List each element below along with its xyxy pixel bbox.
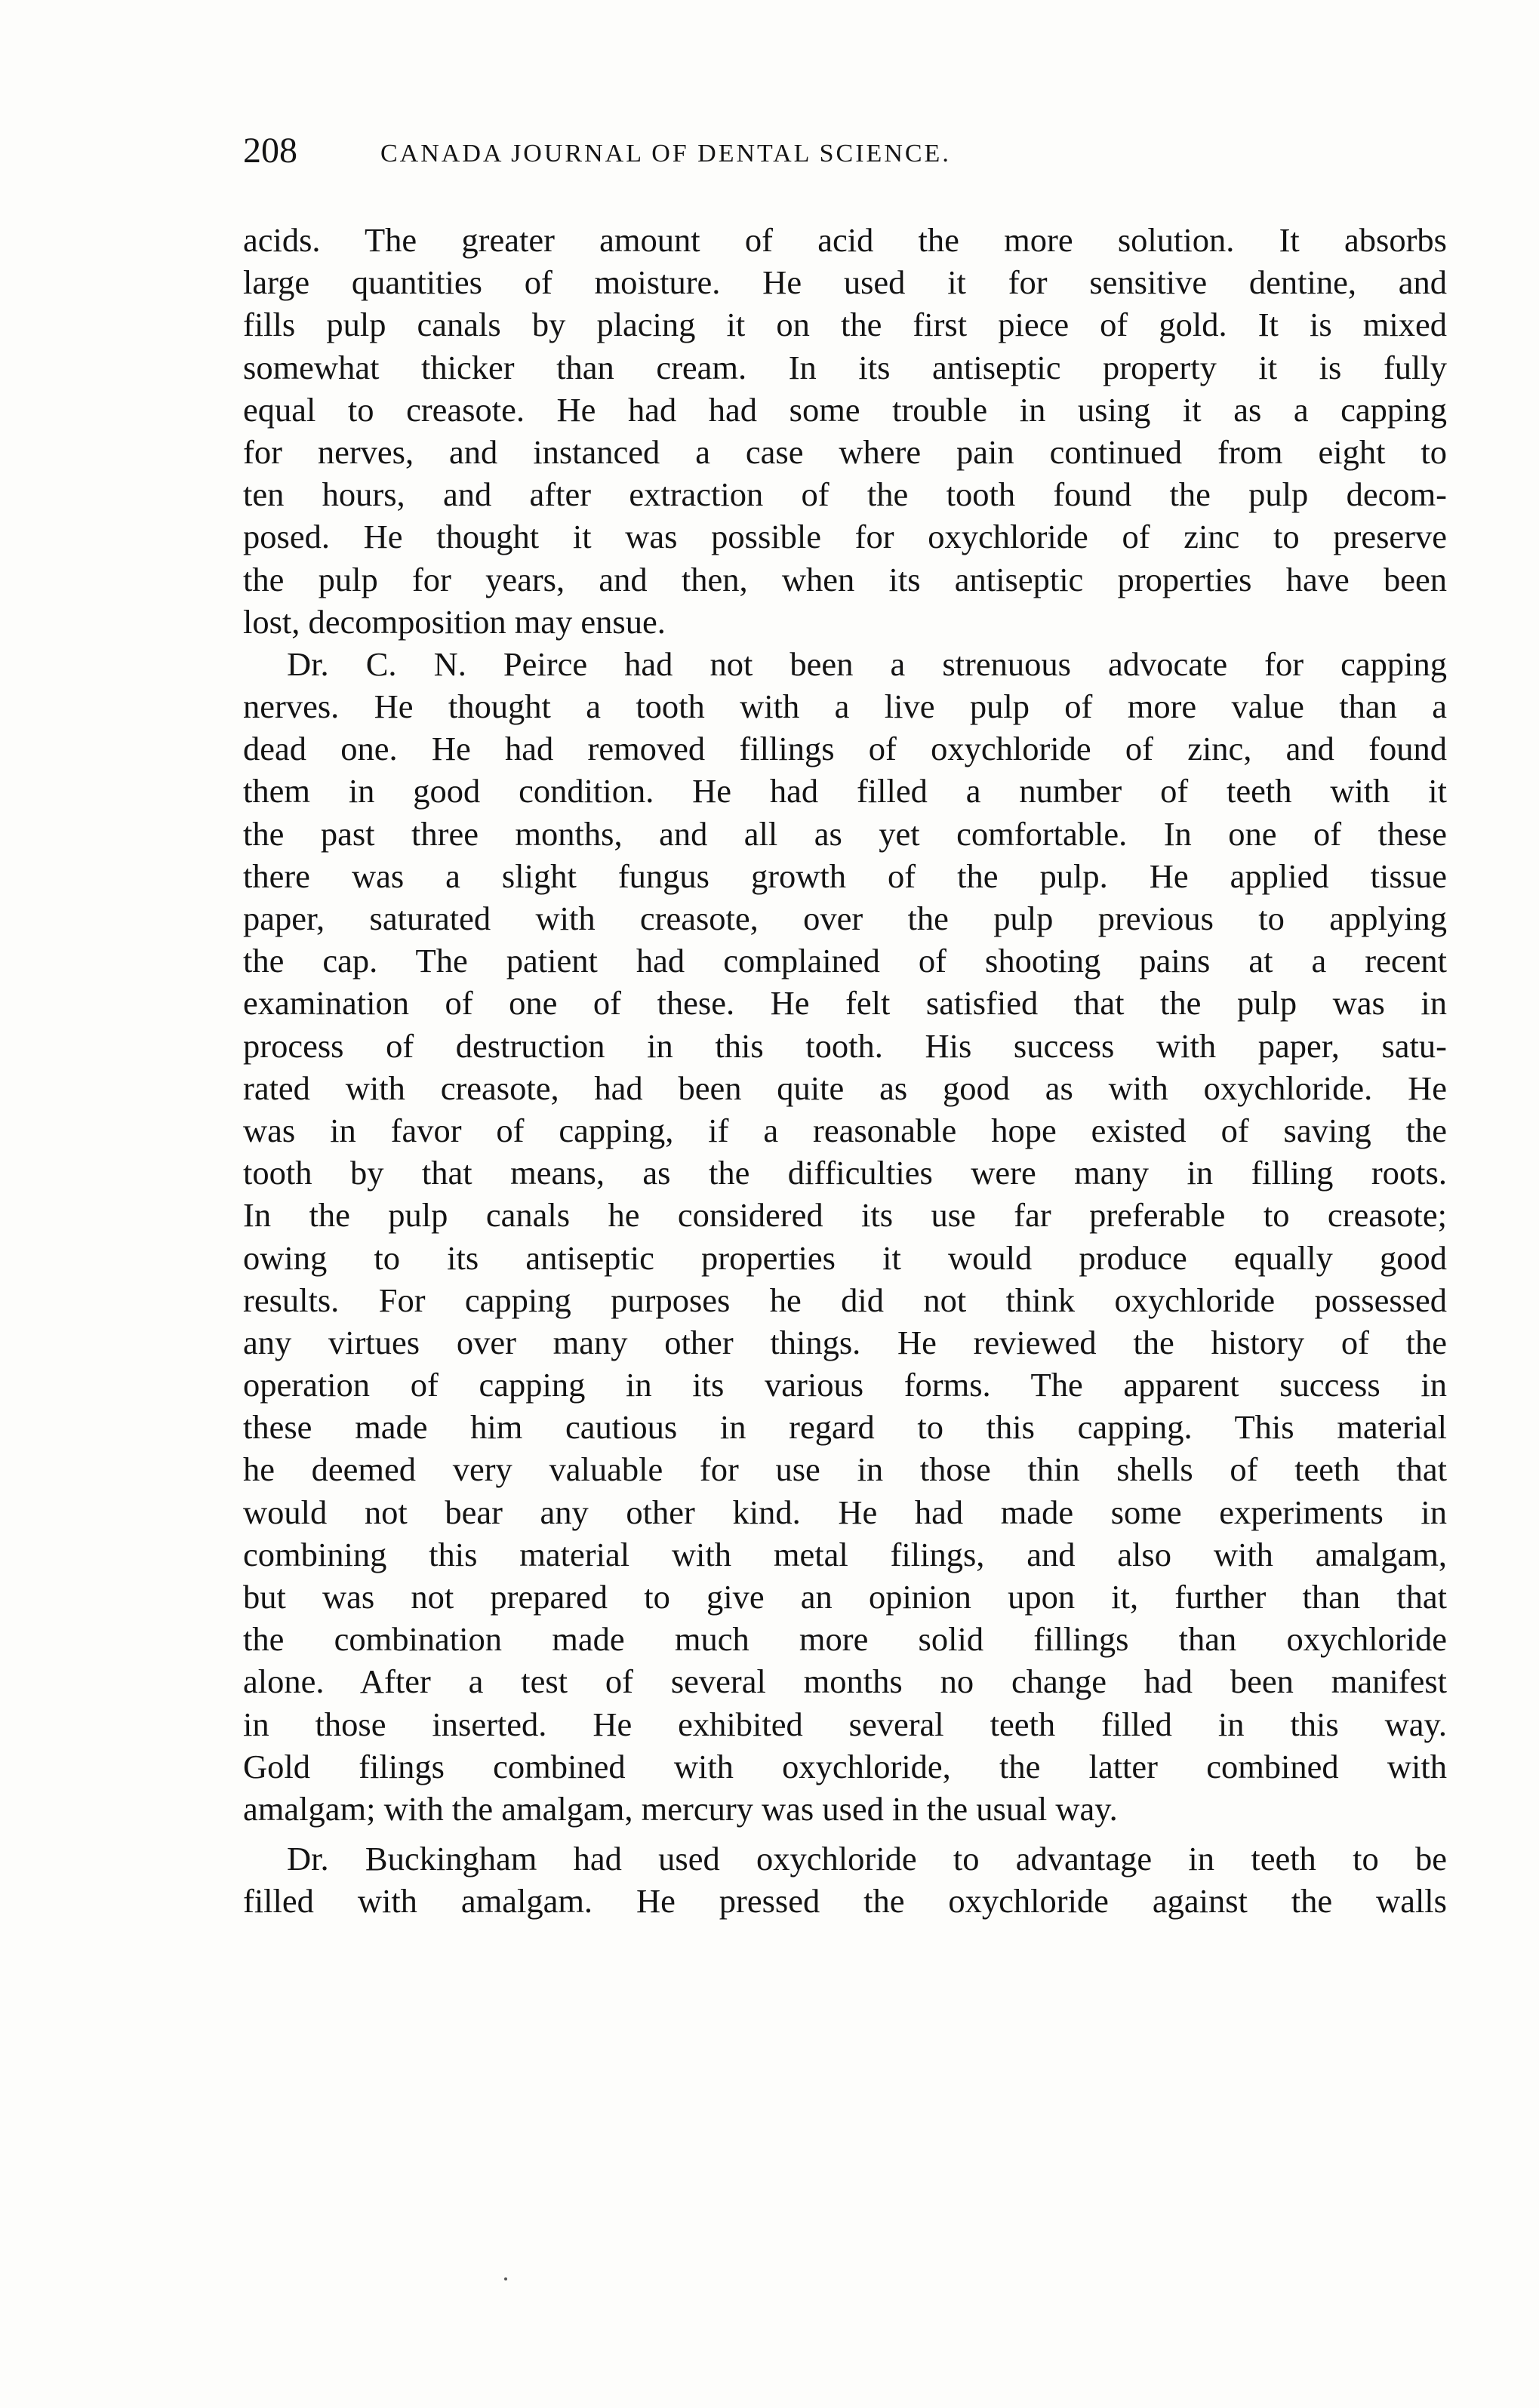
paragraph-2 [243,643,1447,1830]
paragraph-3 [243,1838,1447,1922]
text-line: these made him cautious in regard to this capping. This material [243,1408,1447,1447]
text-line: results. For capping purposes he did not think oxychloride possessed [243,1281,1447,1319]
text-line: any virtues over many other things. He reviewed the history of the [243,1323,1447,1361]
text-line: fills pulp canals by placing it on the first piece of gold. It is mixed [243,306,1447,344]
text-line: there was a slight fungus growth of the pulp. He applied tissue [243,856,1447,895]
text-line: the past three months, and all as yet comfortable. In one of these [243,814,1447,853]
text-line: he deemed very valuable for use in those thin shells of teeth that [243,1450,1447,1489]
text-line: tooth by that means, as the difficulties were many in filling roots. [243,1154,1447,1192]
text-line: in those inserted. He exhibited several teeth filled in this way. [243,1705,1447,1743]
journal-title: CANADA JOURNAL OF DENTAL SCIENCE. [380,140,951,168]
text-line: acids. The greater amount of acid the more solution. It absorbs [243,221,1447,259]
text-line: dead one. He had removed fillings of oxychloride of zinc, and found [243,730,1447,768]
text-line: them in good condition. He had filled a number of teeth with it [243,772,1447,810]
text-line: filled with amalgam. He pressed the oxychloride against the walls [243,1882,1447,1921]
running-head [243,128,1451,174]
text-line: Gold filings combined with oxychloride, the latter combined with [243,1747,1447,1785]
paragraph-1 [243,219,1447,643]
text-line: examination of one of these. He felt satisfied that the pulp was in [243,984,1447,1023]
print-speck [504,2277,507,2280]
text-line: the cap. The patient had complained of shooting pains at a recent [243,942,1447,980]
text-line: posed. He thought it was possible for oxychloride of zinc to preserve [243,518,1447,556]
text-line: large quantities of moisture. He used it for sensitive dentine, and [243,263,1447,302]
text-line: for nerves, and instanced a case where pain continued from eight to [243,432,1447,471]
text-line: amalgam; with the amalgam, mercury was used in the usual way. [243,1789,1118,1828]
text-line: operation of capping in its various forms. The apparent success in [243,1366,1447,1404]
text-line: paper, saturated with creasote, over the pulp previous to applying [243,900,1447,937]
text-line: would not bear any other kind. He had made some experiments in [243,1493,1447,1531]
page-number: 208 [243,131,297,171]
text-line: was in favor of capping, if a reasonable hope existed of saving the [243,1111,1447,1149]
body-text [243,219,1447,1923]
text-line: combining this material with metal filings, and also with amalgam, [243,1535,1447,1573]
text-line: Dr. Buckingham had used oxychloride to advantage in teeth to be [287,1840,1447,1878]
text-line: In the pulp canals he considered its use far preferable to creasote; [243,1196,1447,1235]
text-line: equal to creasote. He had had some trouble in using it as a capping [243,390,1447,429]
text-line: nerves. He thought a tooth with a live pulp of more value than a [243,687,1447,726]
text-line: owing to its antiseptic properties it would produce equally good [243,1238,1447,1277]
text-line: ten hours, and after extraction of the tooth found the pulp decom- [243,475,1447,514]
text-line: lost, decomposition may ensue. [243,602,666,641]
paragraph-gap [243,1830,1447,1838]
text-line: rated with creasote, had been quite as good as with oxychloride. He [243,1069,1447,1107]
text-line: the pulp for years, and then, when its antiseptic properties have been [243,560,1447,598]
text-line: alone. After a test of several months no change had been manifest [243,1662,1447,1701]
text-line: process of destruction in this tooth. His success with paper, satu- [243,1026,1447,1065]
text-line: somewhat thicker than cream. In its antiseptic property it is fully [243,348,1447,386]
text-line: Dr. C. N. Peirce had not been a strenuous advocate for capping [287,644,1447,683]
text-line: the combination made much more solid fillings than oxychloride [243,1620,1447,1659]
text-line: but was not prepared to give an opinion upon it, further than that [243,1578,1447,1616]
